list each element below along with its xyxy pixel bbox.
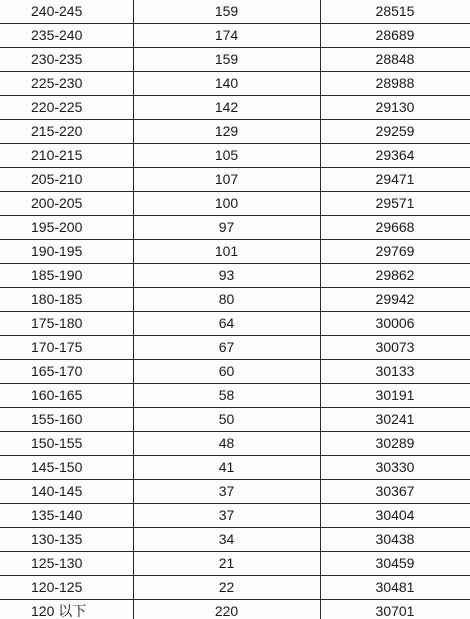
cumulative-count-cell: 29862 [320,264,470,288]
table-row [0,288,470,312]
score-range-cell: 175-180 [0,312,133,336]
score-range-cell: 210-215 [0,144,133,168]
score-range-cell: 125-130 [0,552,133,576]
score-range-cell: 150-155 [0,432,133,456]
table-row [0,0,470,24]
cumulative-count-cell: 30438 [320,528,470,552]
count-cell: 67 [133,336,320,360]
table-row [0,600,470,619]
count-cell: 174 [133,24,320,48]
count-cell: 101 [133,240,320,264]
table-row [0,168,470,192]
table-row [0,336,470,360]
count-cell: 159 [133,48,320,72]
cumulative-count-cell: 30701 [320,600,470,619]
count-cell: 93 [133,264,320,288]
table-row [0,216,470,240]
table-row [0,528,470,552]
cumulative-count-cell: 28988 [320,72,470,96]
count-cell: 22 [133,576,320,600]
cumulative-count-cell: 29942 [320,288,470,312]
count-cell: 140 [133,72,320,96]
table-row [0,72,470,96]
cumulative-count-cell: 29769 [320,240,470,264]
count-cell: 50 [133,408,320,432]
score-range-cell: 230-235 [0,48,133,72]
table-row [0,360,470,384]
count-cell: 37 [133,504,320,528]
count-cell: 58 [133,384,320,408]
score-range-cell: 140-145 [0,480,133,504]
cumulative-count-cell: 29259 [320,120,470,144]
cumulative-count-cell: 30367 [320,480,470,504]
score-range-cell: 185-190 [0,264,133,288]
score-range-cell: 190-195 [0,240,133,264]
cumulative-count-cell: 30191 [320,384,470,408]
count-cell: 107 [133,168,320,192]
cumulative-count-cell: 28689 [320,24,470,48]
table-row [0,312,470,336]
score-range-cell: 170-175 [0,336,133,360]
table-row [0,264,470,288]
table-row [0,432,470,456]
score-range-cell: 120 以下 [0,600,133,619]
table-row [0,504,470,528]
score-range-cell: 180-185 [0,288,133,312]
count-cell: 60 [133,360,320,384]
score-range-cell: 215-220 [0,120,133,144]
table-row [0,456,470,480]
count-cell: 159 [133,0,320,24]
score-range-cell: 145-150 [0,456,133,480]
table-row [0,480,470,504]
cumulative-count-cell: 28515 [320,0,470,24]
count-cell: 48 [133,432,320,456]
table-row [0,24,470,48]
score-range-cell: 200-205 [0,192,133,216]
cumulative-count-cell: 30241 [320,408,470,432]
cumulative-count-cell: 29130 [320,96,470,120]
cumulative-count-cell: 30073 [320,336,470,360]
count-cell: 80 [133,288,320,312]
cumulative-count-cell: 30289 [320,432,470,456]
cumulative-count-cell: 29668 [320,216,470,240]
cumulative-count-cell: 29471 [320,168,470,192]
score-range-cell: 160-165 [0,384,133,408]
score-range-cell: 220-225 [0,96,133,120]
score-range-cell: 195-200 [0,216,133,240]
cumulative-count-cell: 30006 [320,312,470,336]
table-row [0,144,470,168]
table-row [0,240,470,264]
cumulative-count-cell: 30404 [320,504,470,528]
count-cell: 105 [133,144,320,168]
table-row [0,408,470,432]
score-range-cell: 205-210 [0,168,133,192]
count-cell: 41 [133,456,320,480]
count-cell: 100 [133,192,320,216]
score-range-cell: 130-135 [0,528,133,552]
score-range-cell: 240-245 [0,0,133,24]
cumulative-count-cell: 30330 [320,456,470,480]
cumulative-count-cell: 29571 [320,192,470,216]
score-range-cell: 235-240 [0,24,133,48]
count-cell: 64 [133,312,320,336]
table-row [0,120,470,144]
table-row [0,96,470,120]
count-cell: 34 [133,528,320,552]
count-cell: 21 [133,552,320,576]
table-row [0,552,470,576]
count-cell: 97 [133,216,320,240]
score-range-cell: 225-230 [0,72,133,96]
score-range-cell: 120-125 [0,576,133,600]
cumulative-count-cell: 30459 [320,552,470,576]
score-range-cell: 155-160 [0,408,133,432]
score-range-cell: 165-170 [0,360,133,384]
cumulative-count-cell: 30481 [320,576,470,600]
table-row [0,192,470,216]
cumulative-count-cell: 29364 [320,144,470,168]
count-cell: 129 [133,120,320,144]
count-cell: 142 [133,96,320,120]
table-row [0,48,470,72]
score-range-cell: 135-140 [0,504,133,528]
table-row [0,576,470,600]
count-cell: 37 [133,480,320,504]
count-cell: 220 [133,600,320,619]
cumulative-count-cell: 28848 [320,48,470,72]
table-row [0,384,470,408]
cumulative-count-cell: 30133 [320,360,470,384]
